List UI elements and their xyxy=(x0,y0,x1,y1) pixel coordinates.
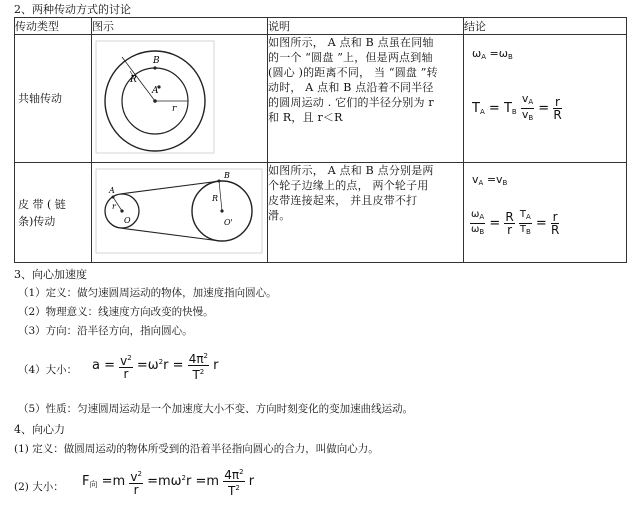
force-definition: (1) 定义：做圆周运动的物体所受到的沿着半径指向圆心的合力，叫做向心力。 xyxy=(14,443,379,455)
accel-meaning: （2）物理意义：线速度方向改变的快慢。 xyxy=(18,306,214,318)
diagram-belt-cell xyxy=(92,163,268,263)
label-O: O xyxy=(124,216,131,225)
accel-property: （5）性质：匀速圆周运动是一个加速度大小不变、方向时刻变化的变加速曲线运动。 xyxy=(18,403,414,415)
section-3-heading: 3、向心加速度 xyxy=(14,268,87,281)
label-A: A xyxy=(109,186,115,195)
table-row-belt xyxy=(15,163,627,263)
desc-line: 个轮子边缘上的点， 两个轮子用 xyxy=(268,179,429,192)
coaxial-diagram xyxy=(92,35,268,159)
belt-diagram xyxy=(92,163,268,259)
formula-omega-equal: $\omega_A =\omega_B$ xyxy=(472,47,513,61)
label-B: B xyxy=(224,171,230,180)
desc-line: 如图所示， A 点和 B 点分别是两 xyxy=(268,164,434,177)
formula-omega-ratio: $\frac{\omega_A}{\omega_B}$ = $\frac{R}{r}$ $\frac{T_A}{T_B}$ = $\frac{r}{R}$ xyxy=(470,209,560,237)
transmission-table xyxy=(14,17,627,263)
desc-line: 的圆周运动 . 它们的半径分别为 r xyxy=(268,96,434,109)
desc-line: 的一个 “圆盘 ”上，但是两点到轴 xyxy=(268,51,433,64)
section-4-heading: 4、向心力 xyxy=(14,423,65,436)
header-diagram: 图示 xyxy=(92,18,268,35)
formula-v-equal: $v_A =v_B$ xyxy=(472,173,508,187)
accel-definition: （1）定义：做匀速圆周运动的物体，加速度指向圆心。 xyxy=(18,287,277,299)
type-coaxial xyxy=(15,35,92,163)
label-r: r xyxy=(112,202,116,211)
type-belt xyxy=(15,163,92,263)
type-coaxial-label: 共轴传动 xyxy=(18,92,62,105)
diagram-coaxial-cell xyxy=(92,35,268,163)
desc-line: 动时， A 点和 B 点沿着不同半径 xyxy=(268,81,434,94)
belt-bottom xyxy=(120,228,220,241)
table-row-coaxial xyxy=(15,35,627,163)
header-conclusion: 结论 xyxy=(464,18,627,35)
accel-size-label: （4）大小： xyxy=(18,364,78,376)
label-A: A xyxy=(152,86,159,96)
desc-line: (圆心 )的距离不同， 当 “圆盘 ”转 xyxy=(268,66,438,79)
desc-line: 和 R，且 r＜R xyxy=(268,111,343,124)
section-2-heading: 2、两种传动方式的讨论 xyxy=(14,3,131,16)
accel-formula: a = $\frac{v^2}{r}$ $=\omega^2r$ = $\frac{4\pi^2}{T^2}$ r xyxy=(92,352,219,382)
label-R: R xyxy=(130,75,137,85)
header-description: 说明 xyxy=(268,18,464,35)
header-type: 传动类型 xyxy=(15,18,92,35)
conclusion-coaxial xyxy=(464,35,627,163)
type-belt-line: 条)传动 xyxy=(18,214,56,228)
description-coaxial xyxy=(268,35,464,163)
formula-period-ratio: $T_A = T_B$ $\frac{v_A}{v_B}$ = $\frac{r}{R}$ xyxy=(472,92,562,122)
type-belt-line: 皮 带 ( 链 xyxy=(18,197,66,211)
force-formula: $F_向 =m$ $\frac{v^2}{r}$ $=m\omega^2r =m$ $\frac{4\pi^2}{T^2}$ r xyxy=(82,468,255,498)
desc-line: 皮带连接起来， 并且皮带不打 xyxy=(268,194,418,207)
conclusion-belt xyxy=(464,163,627,263)
label-r: r xyxy=(172,104,177,114)
desc-line: 如图所示， A 点和 B 点虽在同轴 xyxy=(268,36,434,49)
desc-line: 滑。 xyxy=(268,209,291,222)
belt-top xyxy=(120,181,220,194)
table-header-row xyxy=(15,18,627,35)
label-B: B xyxy=(153,56,160,66)
description-belt xyxy=(268,163,464,263)
force-size-label: (2) 大小： xyxy=(14,481,64,493)
label-R: R xyxy=(212,194,219,203)
accel-direction: （3）方向：沿半径方向，指向圆心。 xyxy=(18,325,193,337)
label-O-prime: O' xyxy=(224,218,233,227)
